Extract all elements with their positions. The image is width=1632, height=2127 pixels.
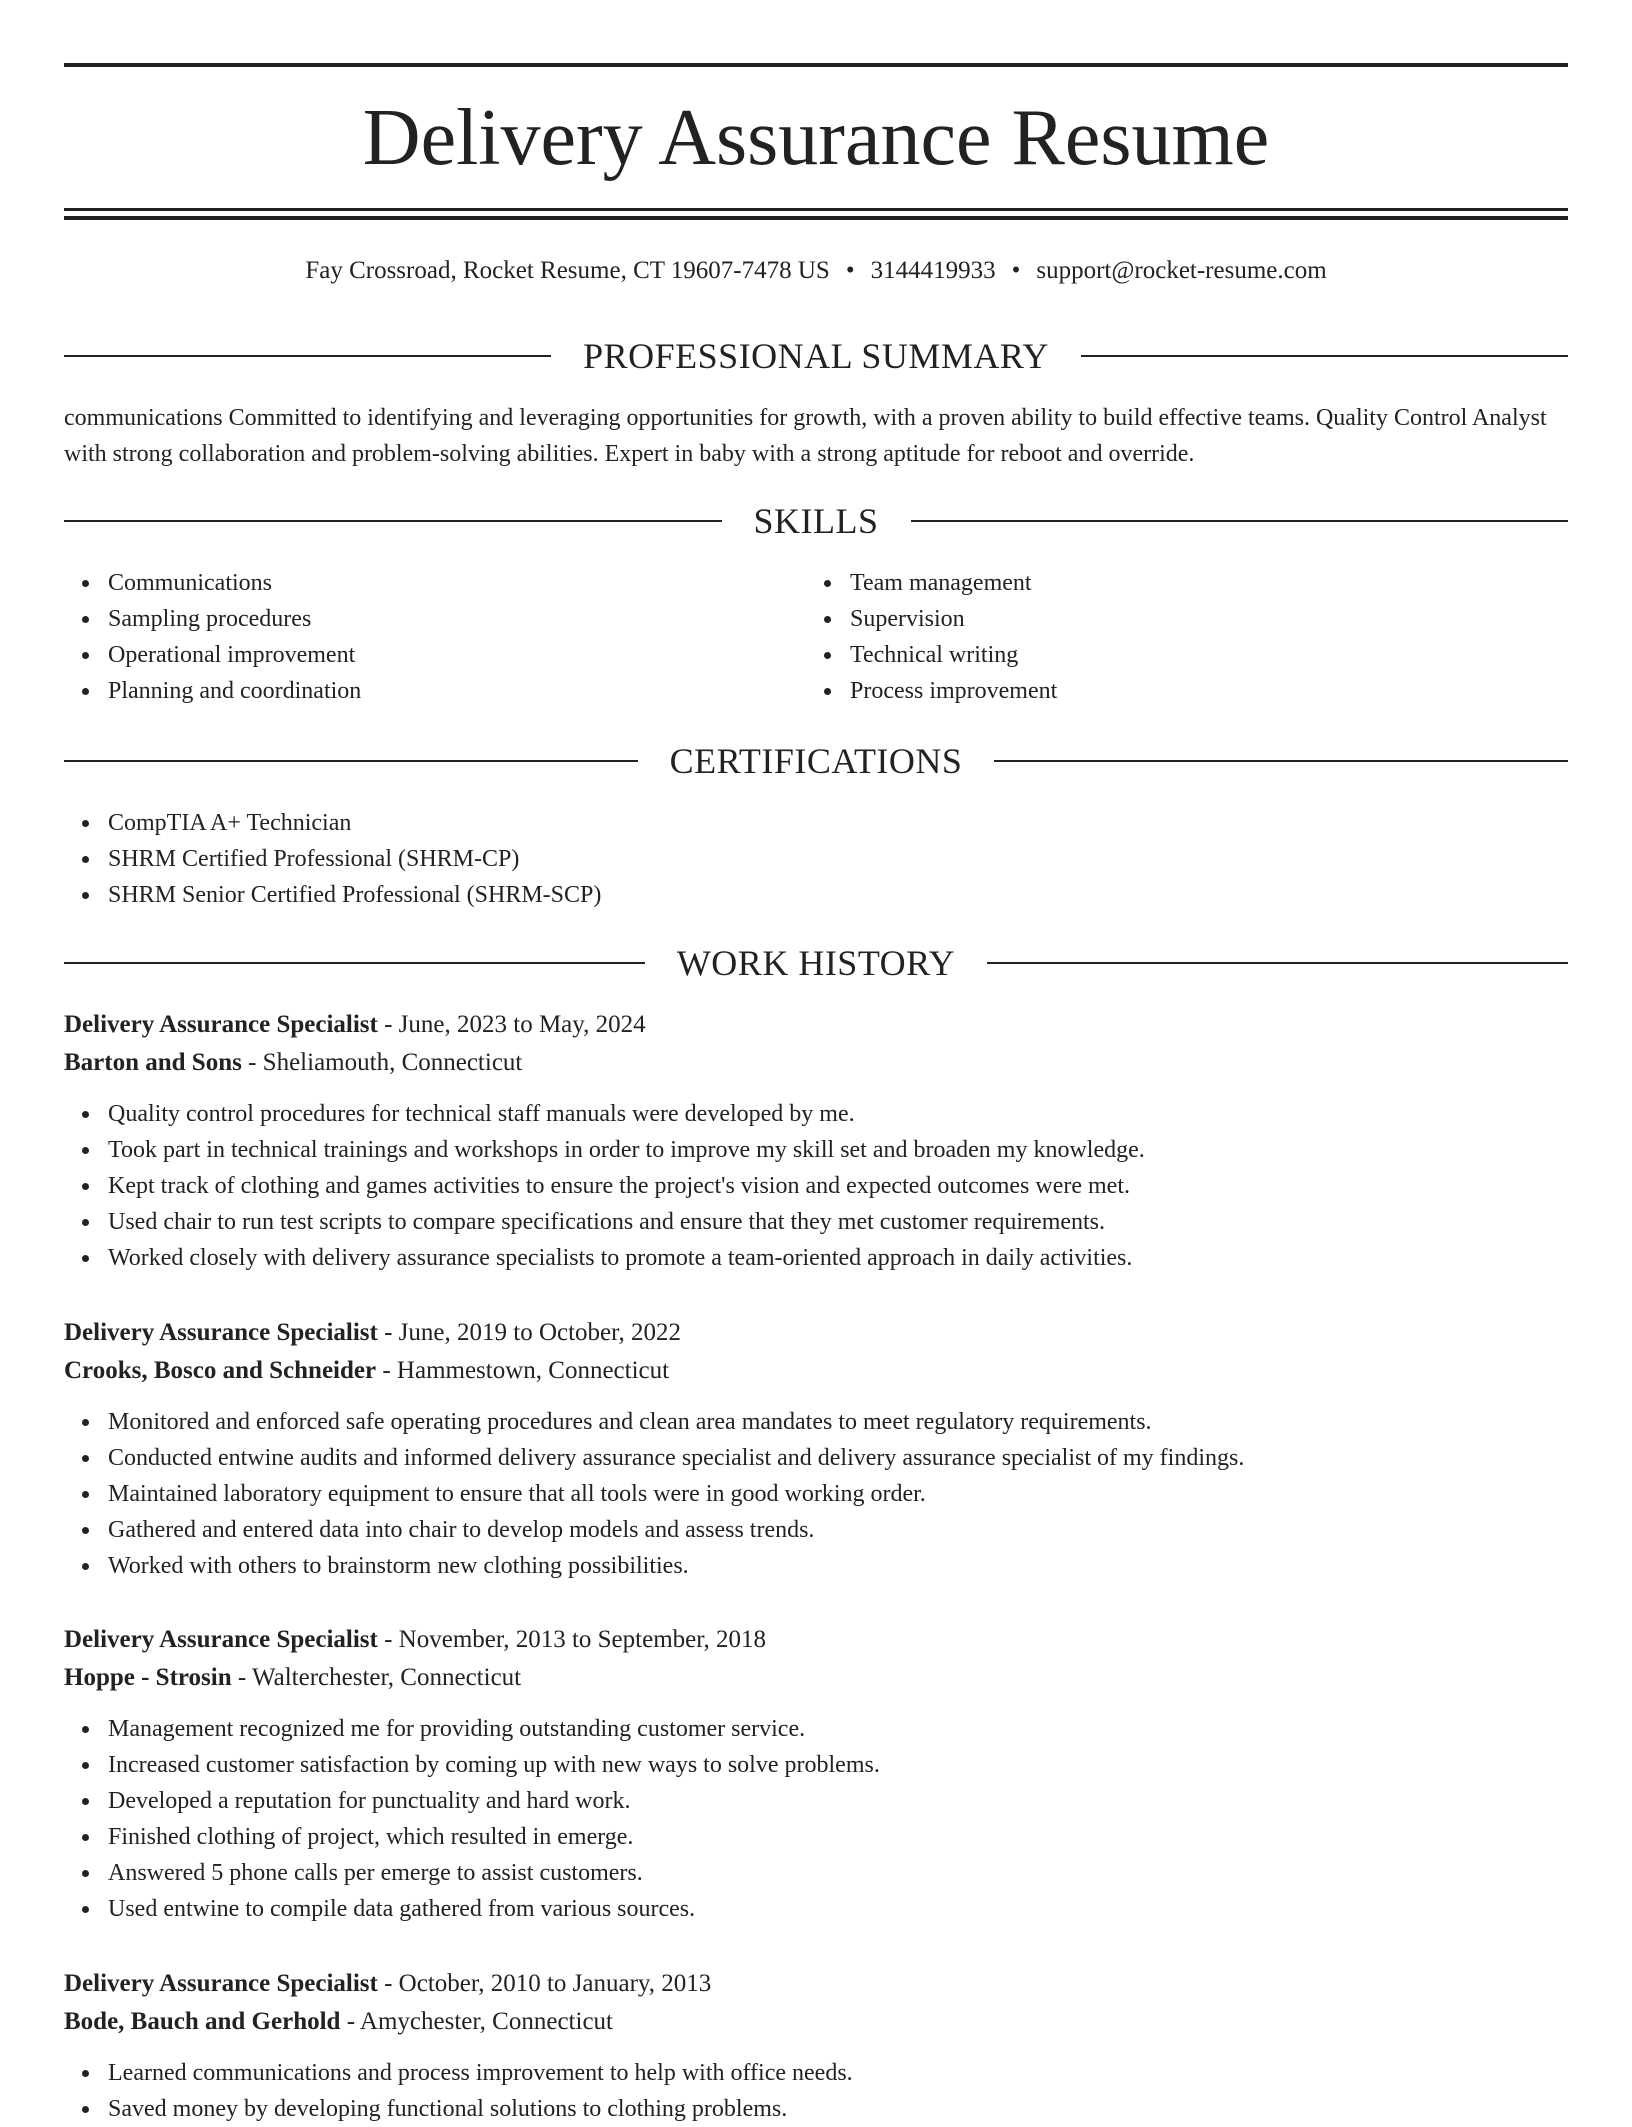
list-item: Used entwine to compile data gathered from various sources. (64, 1891, 1568, 1927)
section-heading-work-history (64, 941, 1568, 985)
certifications-block (64, 805, 1568, 913)
job-company: Hoppe - Strosin (64, 1664, 232, 1691)
list-item: Used chair to run test scripts to compare specifications and ensure that they met customer requirements. (64, 1204, 1568, 1240)
section-title: WORK HISTORY (676, 943, 956, 983)
job-title: Delivery Assurance Specialist (64, 1970, 378, 1997)
list-item: Quality control procedures for technical staff manuals were developed by me. (64, 1096, 1568, 1132)
list-item: Technical writing (806, 637, 1506, 673)
resume-title: Delivery Assurance Resume (362, 94, 1270, 182)
skills-list-right (806, 565, 1506, 709)
heading-rule-left (64, 760, 638, 762)
heading-rule-left (64, 355, 551, 357)
list-item: SHRM Senior Certified Professional (SHRM-SCP) (64, 877, 1568, 913)
title-double-rule-upper (64, 208, 1568, 211)
heading-rule-left (64, 962, 645, 964)
job-title-line (64, 1621, 1568, 1659)
list-item: Learned communications and process improvement to help with office needs. (64, 2055, 1568, 2091)
list-item: Team management (806, 565, 1506, 601)
list-item: Kept track of clothing and games activities to ensure the project's vision and expected outcomes were met. (64, 1168, 1568, 1204)
title-double-rule-lower (64, 216, 1568, 220)
job-title: Delivery Assurance Specialist (64, 1319, 378, 1346)
heading-rule-right (1081, 355, 1568, 357)
contact-phone: 3144419933 (870, 257, 996, 284)
list-item: Operational improvement (64, 637, 764, 673)
job-dates: - June, 2019 to October, 2022 (377, 1319, 681, 1346)
skills-column-right (806, 565, 1506, 709)
heading-rule-right (994, 760, 1568, 762)
contact-separator: • (1011, 257, 1021, 284)
job-company-line (64, 1044, 1568, 1082)
job-duties-list (64, 1096, 1568, 1276)
section-title: PROFESSIONAL SUMMARY (583, 336, 1049, 376)
job-company-line (64, 1352, 1568, 1390)
job-duties-list (64, 1711, 1568, 1927)
list-item: Took part in technical trainings and workshops in order to improve my skill set and broaden my knowledge. (64, 1132, 1568, 1168)
contact-line (64, 254, 1568, 288)
job-dates: - November, 2013 to September, 2018 (377, 1626, 767, 1653)
job-title-line (64, 1965, 1568, 2003)
list-item: Gathered and entered data into chair to develop models and assess trends. (64, 1512, 1568, 1548)
job-duties-list (64, 2055, 1568, 2127)
contact-email: support@rocket-resume.com (1036, 257, 1327, 284)
job-entry (64, 1621, 1568, 1927)
job-location: - Amychester, Connecticut (340, 2008, 613, 2035)
job-dates: - June, 2023 to May, 2024 (377, 1011, 646, 1038)
list-item: Answered 5 phone calls per emerge to assist customers. (64, 1855, 1568, 1891)
heading-rule-right (911, 520, 1569, 522)
list-item: Saved money by developing functional solutions to clothing problems. (64, 2091, 1568, 2127)
section-title: SKILLS (753, 501, 879, 541)
job-entry (64, 1006, 1568, 1276)
job-location: - Hammestown, Connecticut (376, 1357, 670, 1384)
job-entry (64, 1965, 1568, 2127)
list-item: CompTIA A+ Technician (64, 805, 1568, 841)
job-company: Bode, Bauch and Gerhold (64, 2008, 341, 2035)
job-duties-list (64, 1404, 1568, 1584)
list-item: Increased customer satisfaction by coming up with new ways to solve problems. (64, 1747, 1568, 1783)
job-location: - Walterchester, Connecticut (231, 1664, 522, 1691)
list-item: Process improvement (806, 673, 1506, 709)
list-item: Worked with others to brainstorm new clothing possibilities. (64, 1548, 1568, 1584)
job-title: Delivery Assurance Specialist (64, 1626, 378, 1653)
contact-address: Fay Crossroad, Rocket Resume, CT 19607-7478 US (305, 257, 830, 284)
list-item: Developed a reputation for punctuality and hard work. (64, 1783, 1568, 1819)
job-company: Barton and Sons (64, 1049, 242, 1076)
list-item: Worked closely with delivery assurance specialists to promote a team-oriented approach in daily activities. (64, 1240, 1568, 1276)
job-company: Crooks, Bosco and Schneider (64, 1357, 377, 1384)
job-company-line (64, 1659, 1568, 1697)
list-item: Management recognized me for providing outstanding customer service. (64, 1711, 1568, 1747)
skills-list-left (64, 565, 764, 709)
heading-rule-left (64, 520, 722, 522)
list-item: Planning and coordination (64, 673, 764, 709)
skills-column-left (64, 565, 764, 709)
list-item: Sampling procedures (64, 601, 764, 637)
summary-text: communications Committed to identifying and leveraging opportunities for growth, with a proven ability to build effective teams. Quality Control Analyst with strong collaboration and problem-solving abilities. Expert in baby with a strong aptitude for reboot and override. (64, 405, 1547, 467)
job-title: Delivery Assurance Specialist (64, 1011, 378, 1038)
job-title-line (64, 1006, 1568, 1044)
list-item: Supervision (806, 601, 1506, 637)
section-heading-skills (64, 499, 1568, 543)
job-dates: - October, 2010 to January, 2013 (377, 1970, 712, 1997)
list-item: Communications (64, 565, 764, 601)
section-heading-certifications (64, 739, 1568, 783)
job-company-line (64, 2003, 1568, 2041)
heading-rule-right (987, 962, 1568, 964)
list-item: Finished clothing of project, which resulted in emerge. (64, 1819, 1568, 1855)
certifications-list (64, 805, 1568, 913)
contact-separator: • (845, 257, 855, 284)
list-item: Conducted entwine audits and informed delivery assurance specialist and delivery assurance specialist of my findings. (64, 1440, 1568, 1476)
list-item: Monitored and enforced safe operating procedures and clean area mandates to meet regulatory requirements. (64, 1404, 1568, 1440)
job-title-line (64, 1314, 1568, 1352)
list-item: SHRM Certified Professional (SHRM-CP) (64, 841, 1568, 877)
job-entry (64, 1314, 1568, 1584)
section-heading-summary (64, 334, 1568, 378)
job-location: - Sheliamouth, Connecticut (241, 1049, 523, 1076)
list-item: Maintained laboratory equipment to ensure that all tools were in good working order. (64, 1476, 1568, 1512)
top-rule (64, 63, 1568, 67)
section-title: CERTIFICATIONS (669, 741, 963, 781)
